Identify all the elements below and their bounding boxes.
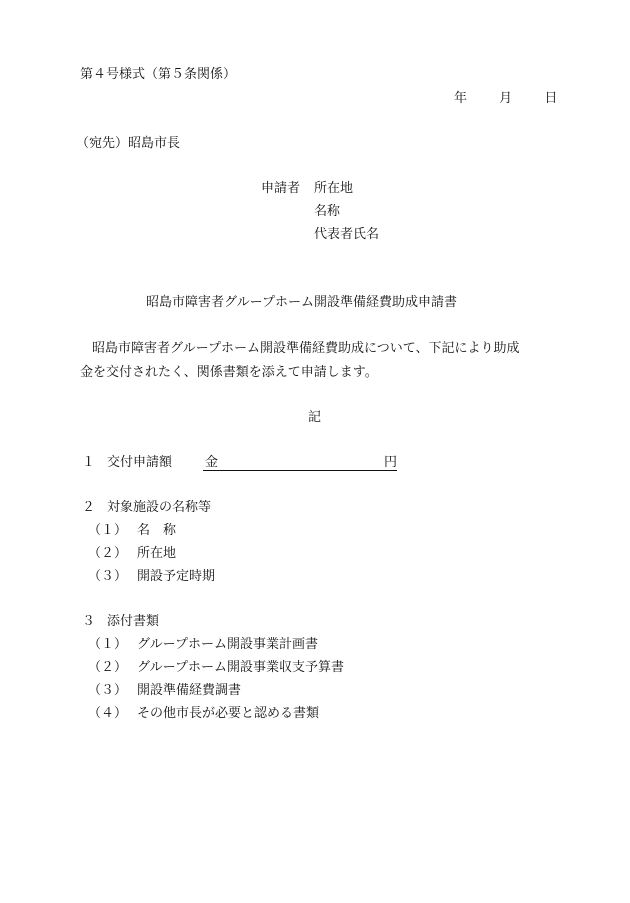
section-3-item-num: （３） — [88, 683, 128, 698]
applicant-name-label: 名称 — [314, 204, 341, 219]
body-text-line-1: 昭島市障害者グループホーム開設準備経費助成について、下記により助成 — [92, 341, 520, 356]
section-2-label: 対象施設の名称等 — [107, 500, 212, 515]
section-3-item-text: 開設準備経費調書 — [137, 683, 242, 698]
applicant-label: 申請者 — [261, 181, 301, 196]
section-2-item-num: （３） — [88, 569, 128, 584]
section-1-number: １ — [82, 455, 96, 470]
section-2-item-text: 所在地 — [137, 546, 177, 561]
amount-underline — [203, 470, 397, 471]
section-2-item-text: 名 称 — [137, 523, 177, 538]
form-number: 第４号様式（第５条関係） — [80, 67, 237, 82]
applicant-representative-label: 代表者氏名 — [314, 227, 380, 242]
section-3-label: 添付書類 — [107, 614, 160, 629]
body-text-line-2: 金を交付されたく、関係書類を添えて申請します。 — [80, 365, 378, 380]
date-month-label: 月 — [499, 91, 513, 106]
section-3-item-num: （４） — [88, 706, 128, 721]
section-3-item-num: （２） — [88, 660, 128, 675]
section-3-item-num: （１） — [88, 637, 128, 652]
document-title: 昭島市障害者グループホーム開設準備経費助成申請書 — [146, 295, 457, 310]
section-2-number: ２ — [82, 500, 96, 515]
applicant-address-label: 所在地 — [314, 181, 354, 196]
section-1-label: 交付申請額 — [107, 455, 173, 470]
section-3-number: ３ — [82, 614, 96, 629]
section-3-item-text: その他市長が必要と認める書類 — [137, 706, 320, 721]
section-3-item-text: グループホーム開設事業計画書 — [137, 637, 318, 652]
section-2-item-text: 開設予定時期 — [137, 569, 216, 584]
section-2-item-num: （２） — [88, 546, 128, 561]
addressee: （宛先）昭島市長 — [76, 136, 181, 151]
date-line — [454, 90, 557, 108]
date-day-label: 日 — [544, 91, 558, 106]
amount-prefix: 金 — [205, 455, 219, 470]
section-3-item-text: グループホーム開設事業収支予算書 — [137, 660, 344, 675]
ki-heading: 記 — [308, 410, 322, 425]
section-2-item-num: （１） — [88, 523, 128, 538]
amount-suffix: 円 — [384, 455, 398, 470]
date-year-label: 年 — [454, 91, 468, 106]
